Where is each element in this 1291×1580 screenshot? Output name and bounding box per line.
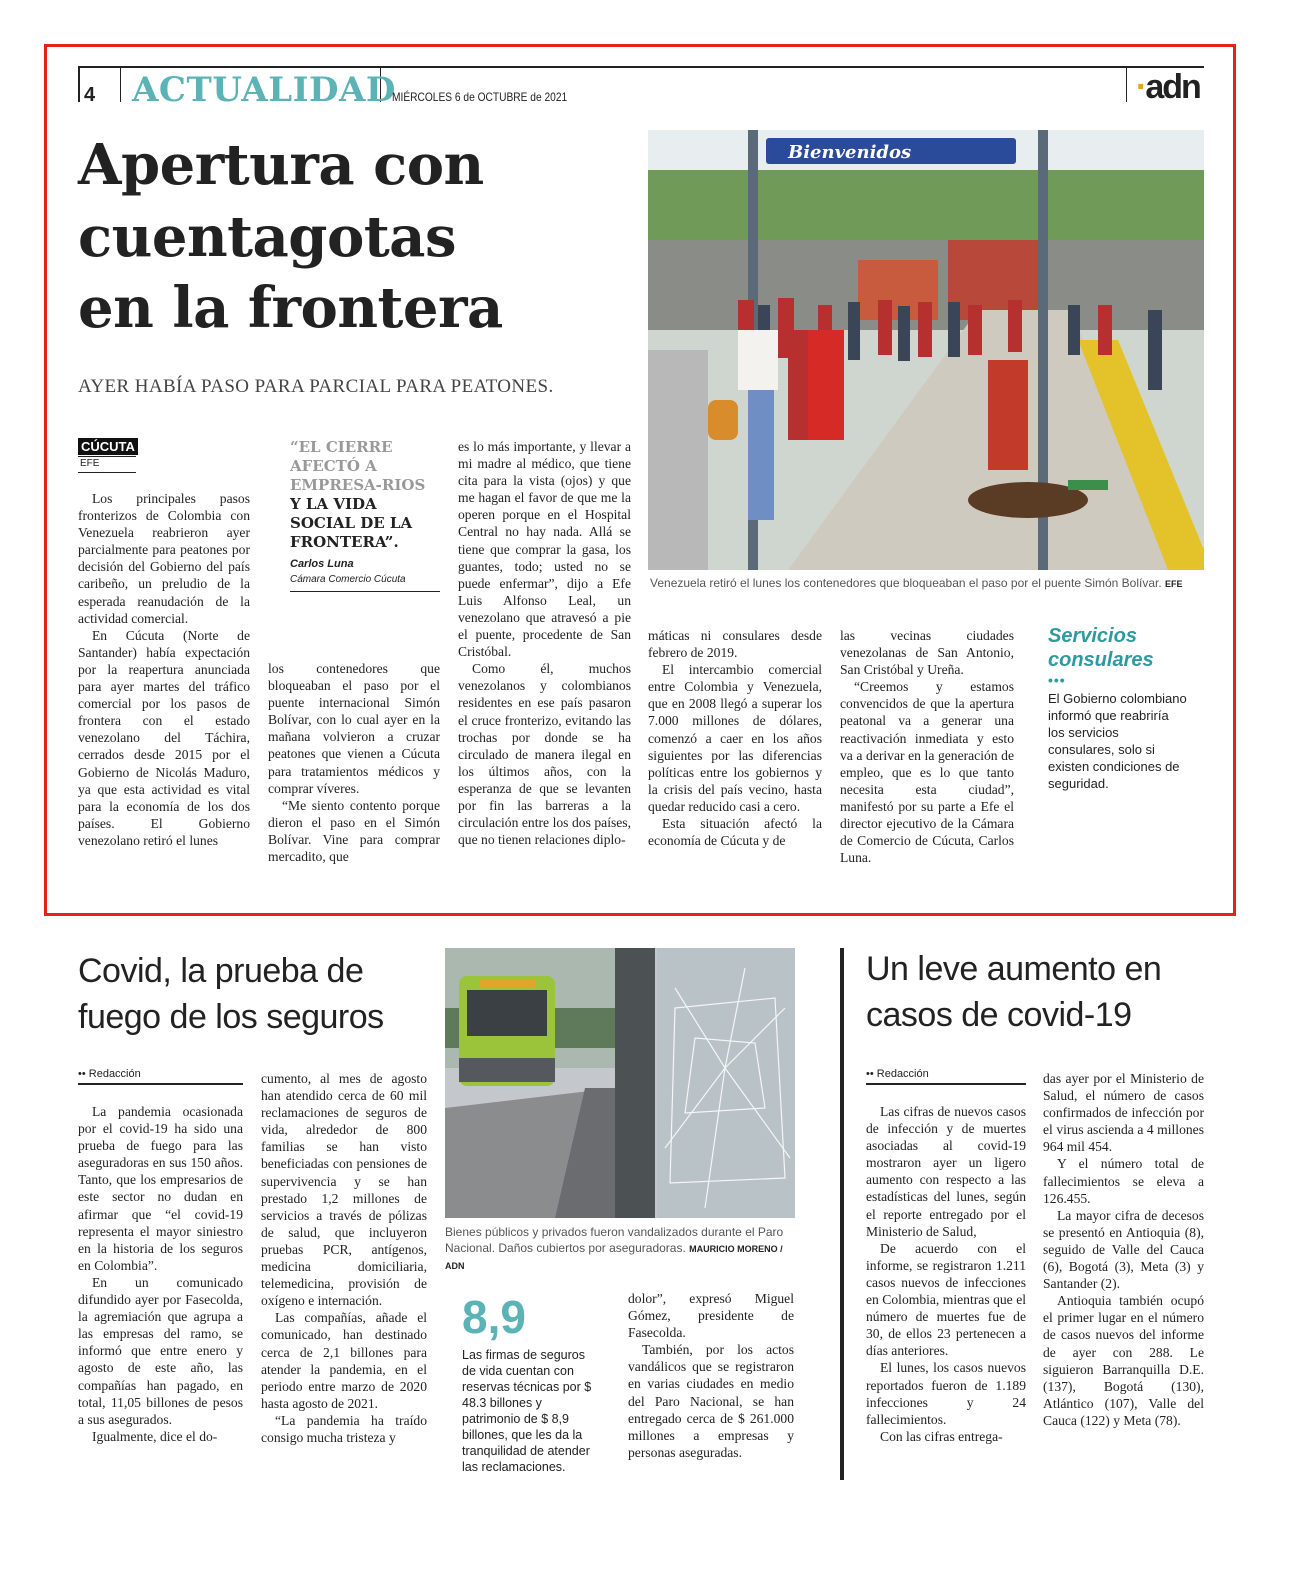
border-crossing-photo <box>648 130 1204 570</box>
main-column-2: los contenedores que bloqueaban el paso por el puente internacional Simón Bolívar, con lo cual ayer en la mañana volvieron a cruzar peatones que vienen a Cúcuta para tratamientos médicos y comprar víveres. “Me siento contento porque dieron el paso en el Simón Bolívar. Vine para comprar mercadito, que <box>268 661 440 865</box>
article2-headline: Covid, la prueba de fuego de los seguros <box>78 952 384 1036</box>
article2-column-2: cumento, al mes de agosto han atendido cerca de 60 mil reclamaciones de seguros de vida, alrededor de 800 familias se han visto beneficiadas con pensiones de supervivencia y se han prestado 1,2 millones de servicios a través de pólizas de salud, que incluyeron pruebas PCR, antígenos, medicina domiciliaria, telemedicina, provisión de oxígeno e internación. Las compañías, añade el comunicado, han destinado cerca de 2,1 billones para atender la pandemia, en el periodo entre marzo de 2020 hasta agosto de 2021. “La pandemia ha traído consigo mucha tristeza y <box>261 1071 427 1445</box>
page-number: 4 <box>84 84 96 106</box>
masthead-divider <box>120 66 121 102</box>
article2-photo-caption: Bienes públicos y privados fueron vandalizados durante el Paro Nacional. Daños cubiertos por aseguradoras. MAURICIO MORENO / ADN <box>445 1225 784 1271</box>
vandalized-bus-station-photo <box>445 948 795 1218</box>
masthead-divider <box>1126 66 1127 102</box>
masthead-left-rule <box>78 66 80 102</box>
adn-logo: ·adn <box>1136 68 1200 106</box>
main-column-4: máticas ni consulares desde febrero de 2019. El intercambio comercial entre Colombia y Venezuela, que en 2008 llegó a superar los 7.000 millones de dólares, comenzó a caer en los años siguientes por las diferencias políticas entre los gobiernos y la crisis del país vecino, hasta quedar reducido casi a cero. Esta situación afectó la economía de Cúcuta y de <box>648 628 822 849</box>
column-separator <box>840 948 844 1480</box>
sidebar-title: Servicios consulares <box>1048 625 1154 671</box>
tag-rule <box>78 456 136 457</box>
source-label: EFE <box>80 458 100 469</box>
article2-column-3: dolor”, expresó Miguel Gómez, presidente de Fasecolda. También, por los actos vandálicos que se registraron en varias ciudades en medio del Paro Nacional, se han entregado cerca de $ 261.000 millones a empresas y personas aseguradas. <box>628 1291 794 1460</box>
main-photo-caption: Venezuela retiró el lunes los contenedores que bloqueaban el paso por el puente Simón Bolívar. EFE <box>650 576 1183 590</box>
main-column-5: las vecinas ciudades venezolanas de San Antonio, San Cristóbal y Ureña. “Creemos y estamos convencidos de que la apertura peatonal va a generar una reactivación inmediata y esto va a derivar en la generación de empleo, que es lo que tanto necesita esta ciudad”, manifestó por su parte a Efe el director ejecutivo de la Cámara de Comercio de Cúcuta, Carlos Luna. <box>840 628 1014 866</box>
article2-byline: •• Redacción <box>78 1068 243 1085</box>
article3-headline: Un leve aumento en casos de covid-19 <box>866 950 1162 1034</box>
sidebar-text: El Gobierno colombiano informó que reabriría los servicios consulares, solo si existen condiciones de seguridad. <box>1048 691 1187 791</box>
pull-quote: “EL CIERRE AFECTÓ A EMPRESA-RIOS Y LA VIDA SOCIAL DE LA FRONTERA”. Carlos Luna Cámara Comercio Cúcuta <box>290 438 440 592</box>
stat-value: 8,9 <box>462 1291 526 1343</box>
sidebar-dots: ••• <box>1048 672 1066 688</box>
article3-byline: •• Redacción <box>866 1068 1026 1085</box>
issue-date: MIÉRCOLES 6 de OCTUBRE de 2021 <box>392 90 568 104</box>
main-column-3: es lo más importante, y llevar a mi madre al médico, que tiene cita para la vista (ojos) y que me hagan el favor de que me la operen porque en el Hospital Central no hay nada. Allá se tiene que comprar la gasa, los guantes, todo; usted no se puede enfermar”, dijo a Efe Luis Alfonso Leal, un venezolano que atravesó a pie el puente, procedente de San Cristóbal. Como él, muchos venezolanos y colombianos residentes en ese país pasaron el cruce fronterizo, evitando las trochas por donde se ha circulado de manera ilegal en los últimos años, con la esperanza de que se levanten por fin las barreras a la circulación entre los dos países, que no tienen relaciones diplo- <box>458 439 631 848</box>
main-column-1: Los principales pasos fronterizos de Colombia con Venezuela reabrieron ayer parcialmente para peatones por decisión del Gobierno del país caribeño, un preludio de la esperada reanudación de la actividad comercial. En Cúcuta (Norte de Santander) había expectación por la reapertura anunciada para ayer martes del tráfico comercial por los pasos de frontera con el estado venezolano del Táchira, cerrados desde 2015 por el Gobierno de Nicolás Maduro, ya que esta actividad es vital para la economía de los dos países. El Gobierno venezolano retiró el lunes <box>78 491 250 848</box>
main-subhead: AYER HABÍA PASO PARA PARCIAL PARA PEATONES. <box>78 376 554 397</box>
tag-rule <box>78 472 136 473</box>
section-title: ACTUALIDAD <box>132 70 396 110</box>
article3-column-1: Las cifras de nuevos casos de infección y de muertes asociadas al covid-19 mostraron ayer un ligero aumento con respecto a las estadísticas del lunes, según el reporte entregado por el Ministerio de Salud, De acuerdo con el informe, se registraron 1.211 casos nuevos de infecciones en Colombia, mientras que el número de muertes fue de 30, de ellos 23 pertenecen a días anteriores. El lunes, los casos nuevos reportados fueron de 1.189 infecciones y 24 fallecimientos. Con las cifras entrega- <box>866 1104 1026 1444</box>
stat-text: Las firmas de seguros de vida cuentan con reservas técnicas por $ 48.3 billones y patrimonio de $ 8,9 billones, que les da la tranquilidad de atender las reclamaciones. <box>462 1348 592 1474</box>
welcome-sign-text: Bienvenidos <box>788 142 912 163</box>
masthead-top-rule <box>78 66 1204 68</box>
article3-column-2: das ayer por el Ministerio de Salud, el número de casos confirmados de infección por el virus ascienda a 4 millones 964 mil 454. Y el número total de fallecimientos se eleva a 126.455. La mayor cifra de decesos se presentó en Antioquia (8), seguido de Valle del Cauca (6), Bogotá (3), Meta (3) y Santander (2). Antioquia también ocupó el primer lugar en el número de casos nuevos del informe de ayer con 288. Le siguieron Barranquilla D.E. (137), Bogotá (130), Atlántico (107), Valle del Cauca (122) y Meta (78). <box>1043 1071 1204 1428</box>
article2-column-1: La pandemia ocasionada por el covid-19 ha sido una prueba de fuego para las aseguradoras en sus 150 años. Tanto, que los empresarios de este sector no dudan en afirmar que “el covid-19 representa el mayor siniestro en la historia de los seguros en Colombia”. En un comunicado difundido ayer por Fasecolda, la agremiación que agrupa a las empresas del ramo, se informó que entre enero y agosto de este año, las compañías han pagado, en total, 11,05 billones de pesos a sus asegurados. Igualmente, dice el do- <box>78 1104 243 1444</box>
location-tag: CÚCUTA <box>78 438 138 455</box>
main-headline: Apertura con cuentagotas en la frontera <box>78 132 503 342</box>
